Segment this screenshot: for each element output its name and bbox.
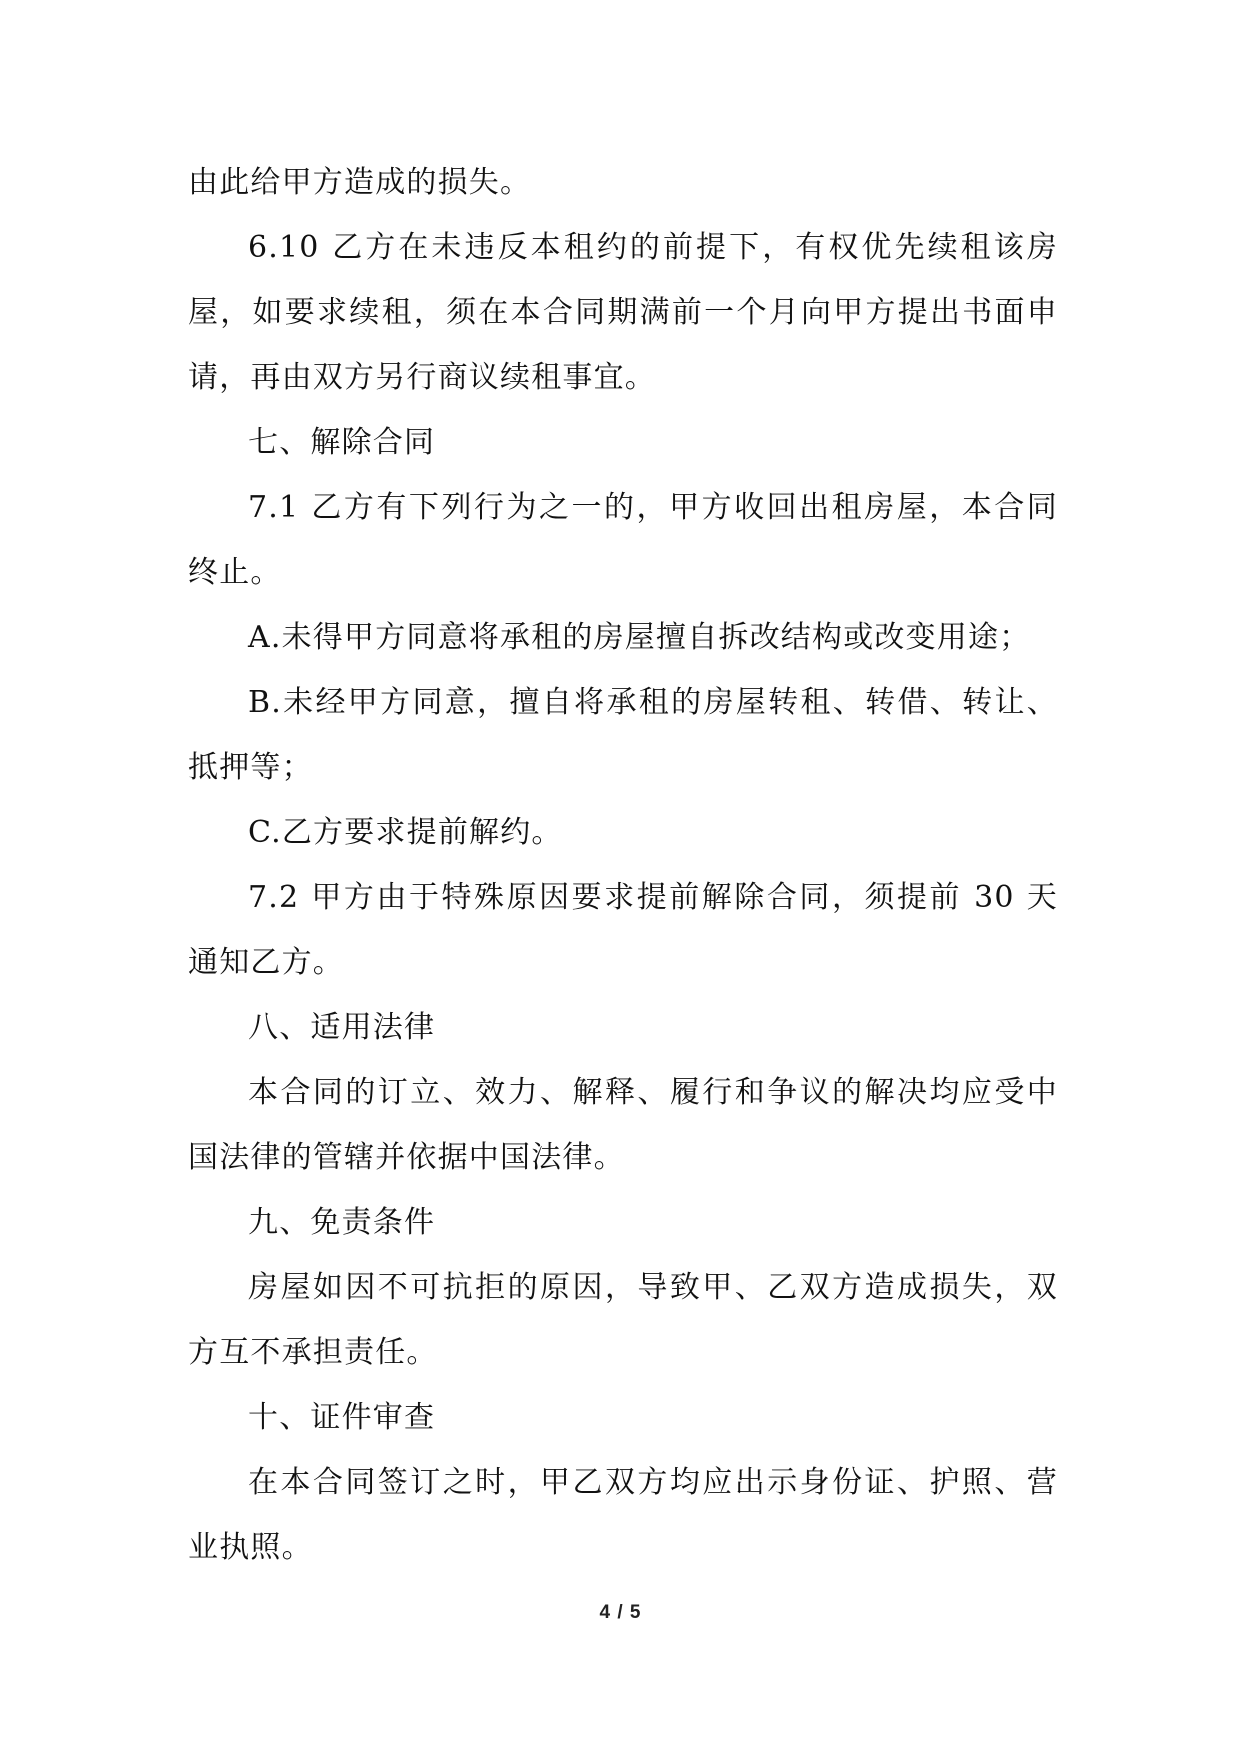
paragraph-loss-continuation: 由此给甲方造成的损失。 [188,165,532,200]
paragraph-clause-7-1: 7.1 乙方有下列行为之一的，甲方收回出租房屋，本合同终止。 [188,490,1058,590]
paragraph-document-check: 在本合同签订之时，甲乙双方均应出示身份证、护照、营业执照。 [188,1465,1058,1565]
page-number: 4 / 5 [599,1602,642,1623]
paragraph-clause-7-2: 7.2 甲方由于特殊原因要求提前解除合同，须提前 30 天通知乙方。 [188,880,1058,980]
paragraph-exemption: 房屋如因不可抗拒的原因，导致甲、乙双方造成损失，双方互不承担责任。 [188,1270,1058,1370]
document-body [188,150,1058,1580]
section-heading-termination: 七、解除合同 [248,425,436,460]
paragraph-applicable-law: 本合同的订立、效力、解释、履行和争议的解决均应受中国法律的管辖并依据中国法律。 [188,1075,1058,1175]
section-heading-document-check: 十、证件审查 [248,1400,436,1435]
list-item-a: A.未得甲方同意将承租的房屋擅自拆改结构或改变用途； [248,620,1031,655]
section-heading-applicable-law: 八、适用法律 [248,1010,436,1045]
paragraph-clause-6-10: 6.10 乙方在未违反本租约的前提下，有权优先续租该房屋，如要求续租，须在本合同期满前一个月向甲方提出书面申请，再由双方另行商议续租事宜。 [188,230,1058,395]
list-item-b: B.未经甲方同意，擅自将承租的房屋转租、转借、转让、抵押等； [188,685,1058,785]
section-heading-exemption: 九、免责条件 [248,1205,436,1240]
list-item-c: C.乙方要求提前解约。 [248,815,563,850]
